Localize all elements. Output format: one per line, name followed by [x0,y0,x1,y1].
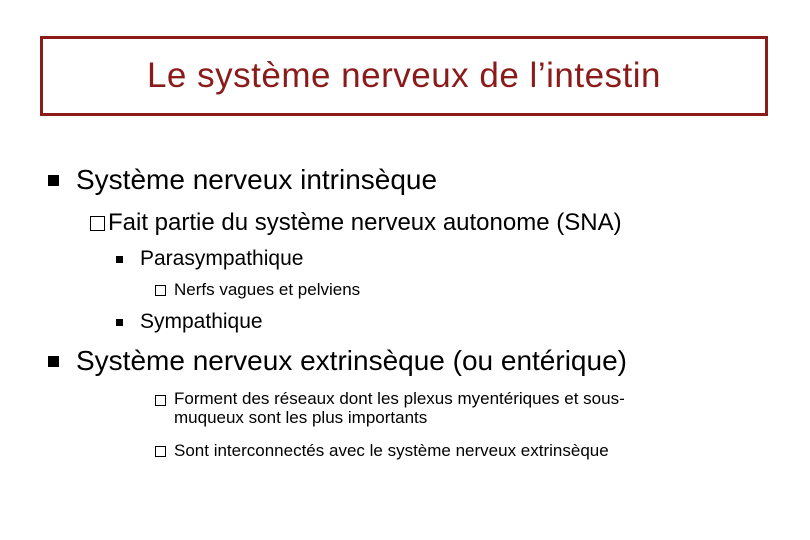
hollow-square-bullet-icon [155,395,166,406]
title-box [40,36,768,116]
bullet-text: Système nerveux extrinsèque (ou entérique) [76,345,627,376]
filled-square-bullet-icon [48,356,59,367]
bullet-text: Sont interconnectés avec le système nerveux extrinsèque [174,441,609,460]
bullet-item-7-marker [155,395,166,406]
filled-square-bullet-icon [116,256,123,263]
hollow-square-bullet-icon [155,446,166,457]
filled-square-bullet-icon [48,175,59,186]
bullet-item-1 [48,164,437,196]
hollow-square-bullet-icon [90,216,105,231]
bullet-text-continued: muqueux sont les plus importants [174,408,428,427]
bullet-item-5 [116,310,263,334]
bullet-item-6 [48,345,627,377]
bullet-text: Nerfs vagues et pelviens [174,280,361,299]
bullet-text: Système nerveux intrinsèque [76,164,438,195]
bullet-item-2 [90,209,622,237]
bullet-text: Parasympathique [140,247,304,270]
bullet-text: Sympathique [140,310,263,333]
bullet-item-7 [174,389,625,427]
bullet-text: Fait partie du système nerveux autonome (SNA) [108,209,622,236]
bullet-item-4 [155,280,360,300]
bullet-text: Forment des réseaux dont les plexus myentériques et sous- [174,389,625,408]
hollow-square-bullet-icon [155,285,166,296]
bullet-item-8 [155,441,609,461]
bullet-item-3 [116,247,303,271]
filled-square-bullet-icon [116,319,123,326]
slide-title: Le système nerveux de l’intestin [146,56,662,95]
